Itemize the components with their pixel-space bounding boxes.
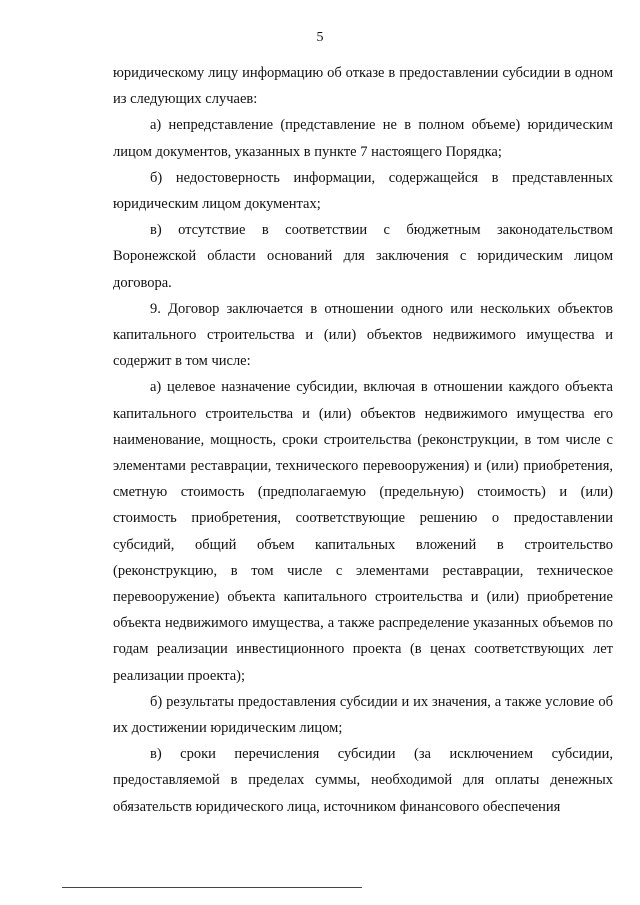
paragraph-item-b-results: б) результаты предоставления субсидии и их значения, а также условие об их достижении юридическим лицом; xyxy=(113,693,613,737)
paragraph-item-b-unreliable-info: б) недостоверность информации, содержащейся в представленных юридическим лицом документах; xyxy=(113,169,613,213)
paragraph-section-9: 9. Договор заключается в отношении одного или нескольких объектов капитального строительства и (или) объектов недвижимого имущества и содержит в том числе: xyxy=(113,300,613,370)
document-body xyxy=(113,60,613,820)
footer-divider xyxy=(62,887,362,888)
paragraph-item-v-transfer-terms: в) сроки перечисления субсидии (за исключением субсидии, предоставляемой в пределах суммы, необходимой для оплаты денежных обязательств юридического лица, источником финансового обеспечения xyxy=(113,746,613,815)
paragraph-continuation: юридическому лицу информацию об отказе в предоставлении субсидии в одном из следующих случаев: xyxy=(113,65,613,108)
page-number: 5 xyxy=(316,30,324,45)
paragraph-item-a-nonsubmission: а) непредставление (представление не в полном объеме) юридическим лицом документов, указанных в пункте 7 настоящего Порядка; xyxy=(113,117,613,160)
paragraph-item-v-no-grounds: в) отсутствие в соответствии с бюджетным законодательством Воронежской области оснований для заключения с юридическим лицом договора. xyxy=(113,222,613,291)
paragraph-item-a-purpose: а) целевое назначение субсидии, включая в отношении каждого объекта капитального строительства и (или) объектов недвижимого имущества его наименование, мощность, сроки строительства (реконструкции, в том числе с элементами реставрации, технического перевооружения) и (или) приобретения, сметную стоимость (предполагаемую (предельную) стоимость) и (или) стоимость приобретения, соответствующие решению о предоставлении субсидий, общий объем капитальных вложений в строительство (реконструкцию, в том числе с элементами реставрации, техническое перевооружение) объекта капитального строительства и (или) приобретение объекта недвижимого имущества, а также распределение указанных объемов по годам реализации инвестиционного проекта (в ценах соответствующих лет реализации проекта); xyxy=(113,379,613,684)
